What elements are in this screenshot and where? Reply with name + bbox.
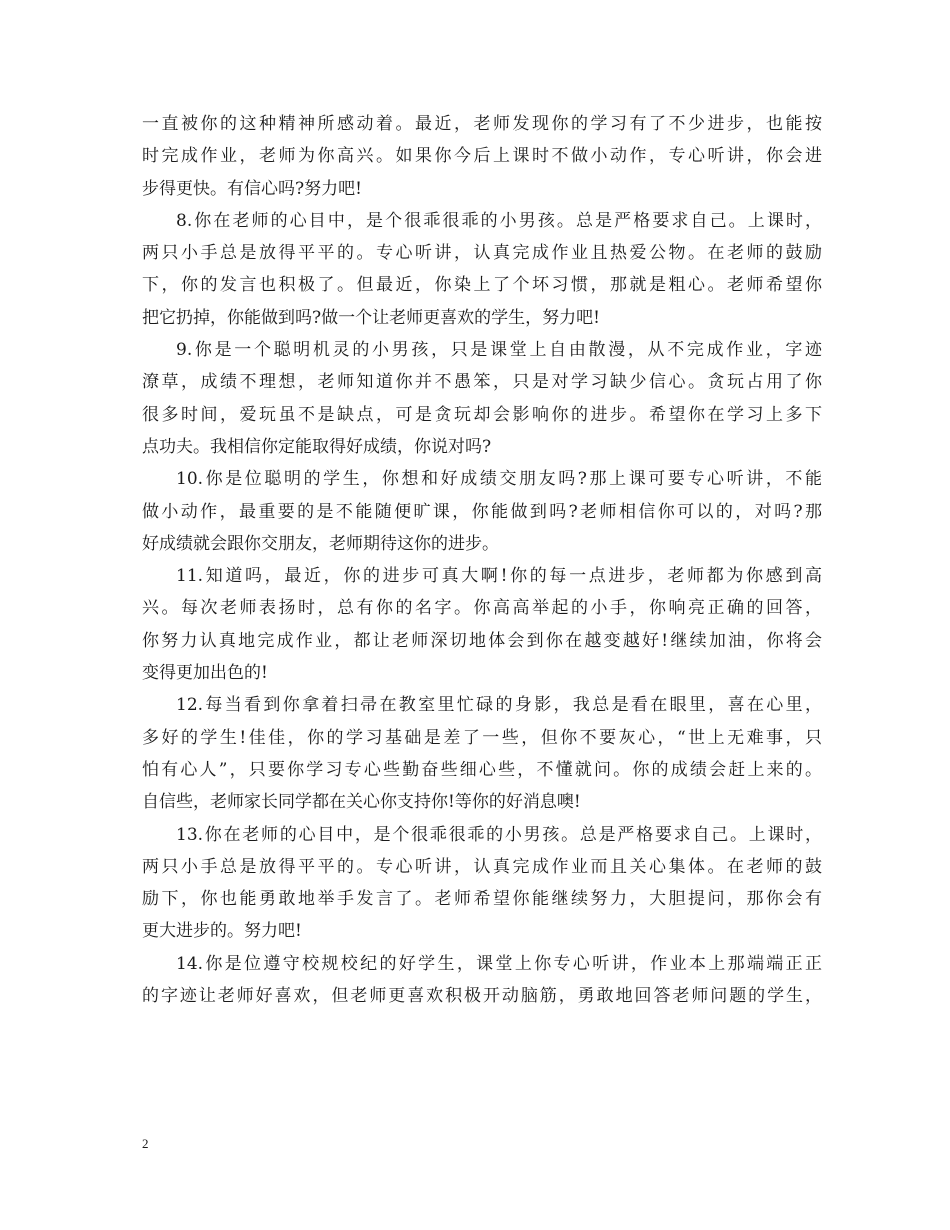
paragraph-line: 12.每当看到你拿着扫帚在教室里忙碌的身影，我总是看在眼里，喜在心里， xyxy=(176,695,822,716)
paragraph-line: 步得更快。有信心吗?努力吧! xyxy=(142,178,362,199)
paragraph-line: 更大进步的。努力吧! xyxy=(142,921,302,942)
paragraph-line: 11.知道吗，最近，你的进步可真大啊!你的每一点进步，老师都为你感到高 xyxy=(176,566,822,587)
paragraph-line: 点功夫。我相信你定能取得好成绩，你说对吗? xyxy=(142,436,492,457)
document-body xyxy=(142,108,822,1012)
paragraph-line: 把它扔掉，你能做到吗?做一个让老师更喜欢的学生，努力吧! xyxy=(142,307,600,328)
paragraph-line: 10.你是位聪明的学生，你想和好成绩交朋友吗?那上课可要专心听讲，不能 xyxy=(176,469,822,490)
paragraph-line: 9.你是一个聪明机灵的小男孩，只是课堂上自由散漫，从不完成作业，字迹 xyxy=(176,340,822,361)
paragraph-line: 下，你的发言也积极了。但最近，你染上了个坏习惯，那就是粗心。老师希望你 xyxy=(142,275,822,296)
paragraph-line: 你努力认真地完成作业，都让老师深切地体会到你在越变越好!继续加油，你将会 xyxy=(142,630,822,651)
paragraph-line: 做小动作，最重要的是不能随便旷课，你能做到吗?老师相信你可以的，对吗?那 xyxy=(142,501,822,522)
paragraph-line: 怕有心人”，只要你学习专心些勤奋些细心些，不懂就问。你的成绩会赶上来的。 xyxy=(142,759,822,780)
paragraph-line: 好成绩就会跟你交朋友，老师期待这你的进步。 xyxy=(142,533,499,554)
paragraph-line: 14.你是位遵守校规校纪的好学生，课堂上你专心听讲，作业本上那端端正正 xyxy=(176,953,822,974)
paragraph-line: 变得更加出色的! xyxy=(142,663,268,684)
paragraph-line: 一直被你的这种精神所感动着。最近，老师发现你的学习有了不少进步，也能按 xyxy=(142,114,822,134)
paragraph-line: 两只小手总是放得平平的。专心听讲，认真完成作业而且关心集体。在老师的鼓 xyxy=(142,856,822,877)
paragraph-line: 自信些，老师家长同学都在关心你支持你!等你的好消息噢! xyxy=(142,792,581,813)
paragraph-line: 很多时间，爱玩虽不是缺点，可是贪玩却会影响你的进步。希望你在学习上多下 xyxy=(142,404,822,425)
paragraph-line: 8.你在老师的心目中，是个很乖很乖的小男孩。总是严格要求自己。上课时， xyxy=(176,210,822,231)
paragraph-line: 13.你在老师的心目中，是个很乖很乖的小男孩。总是严格要求自己。上课时， xyxy=(176,824,822,845)
page-number: 2 xyxy=(142,1136,149,1151)
paragraph-line: 多好的学生!佳佳，你的学习基础是差了一些，但你不要灰心，“世上无难事，只 xyxy=(142,727,822,748)
paragraph-line: 励下，你也能勇敢地举手发言了。老师希望你能继续努力，大胆提问，那你会有 xyxy=(142,889,822,910)
paragraph-line: 潦草，成绩不理想，老师知道你并不愚笨，只是对学习缺少信心。贪玩占用了你 xyxy=(142,372,822,393)
paragraph-line: 的字迹让老师好喜欢，但老师更喜欢积极开动脑筋，勇敢地回答老师问题的学生， xyxy=(142,986,822,1007)
paragraph-line: 时完成作业，老师为你高兴。如果你今后上课时不做小动作，专心听讲，你会进 xyxy=(142,146,822,167)
paragraph-line: 兴。每次老师表扬时，总有你的名字。你高高举起的小手，你响亮正确的回答， xyxy=(142,598,822,619)
paragraph-line: 两只小手总是放得平平的。专心听讲，认真完成作业且热爱公物。在老师的鼓励 xyxy=(142,243,822,264)
